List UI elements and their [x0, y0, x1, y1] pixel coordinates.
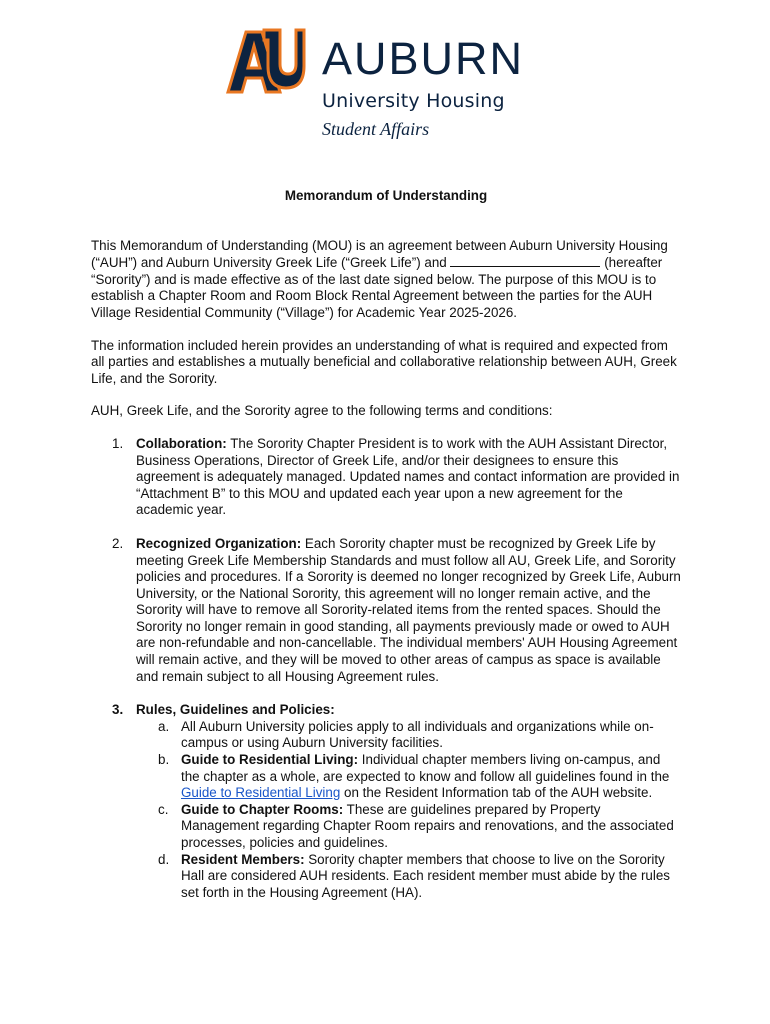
sub-heading: Guide to Chapter Rooms:: [181, 801, 344, 817]
term-number: 1.: [112, 435, 124, 451]
document-title: Memorandum of Understanding: [284, 188, 488, 203]
term-text: The Sorority Chapter President is to work with the AUH Assistant Director, Business Operations, Director of Greek Life, and/or their designees to ensure this agreement is adequately managed. Updated names and contact information are provided in “Attachment B” to this MOU and updated each year upon a new agreement for the academic year.: [136, 435, 680, 518]
au-monogram-icon: [224, 26, 306, 94]
intro-paragraph-1: [91, 238, 681, 322]
sub-list: [136, 719, 681, 902]
logo-tagline: Student Affairs: [322, 119, 430, 139]
sub-item: [136, 852, 681, 902]
sub-letter: d.: [158, 851, 170, 867]
sub-text-a: Individual chapter members living on-campus, and the chapter as a whole, are expected to know and follow all guidelines found in the: [181, 752, 670, 784]
sub-item: [136, 719, 681, 752]
sub-letter: b.: [158, 752, 170, 768]
sub-heading: Guide to Residential Living:: [181, 752, 359, 768]
sub-heading: Resident Members:: [181, 851, 305, 867]
term-number: 2.: [112, 535, 124, 551]
sub-item: [136, 752, 681, 802]
term-number: 3.: [112, 702, 124, 718]
sub-item: [136, 802, 681, 852]
intro-text-a: This Memorandum of Understanding (MOU) is an agreement between Auburn University Housing (“AUH”) and Auburn University Greek Life (“Greek Life”) and: [91, 237, 668, 271]
terms-list: [91, 436, 681, 901]
intro-paragraph-2: The information included herein provides an understanding of what is required and expected from all parties and establishes a mutually beneficial and collaborative relationship between AUH, Greek Life, and the Sorority.: [91, 337, 677, 386]
logo-wordmark: AUBURN: [322, 33, 525, 84]
term-item: [91, 702, 681, 901]
term-heading: Rules, Guidelines and Policies:: [136, 702, 335, 718]
term-item: [91, 536, 681, 685]
sub-letter: c.: [158, 801, 169, 817]
guide-residential-living-link[interactable]: Guide to Residential Living: [181, 785, 341, 801]
sub-text: All Auburn University policies apply to all individuals and organizations while on-campus or using Auburn University facilities.: [181, 718, 654, 751]
sorority-name-blank: [450, 254, 600, 267]
term-heading: Recognized Organization:: [136, 535, 302, 551]
sub-letter: a.: [158, 718, 170, 734]
sub-text-b: on the Resident Information tab of the AUH website.: [340, 785, 653, 801]
logo-subtitle: University Housing: [322, 90, 505, 112]
auburn-housing-logo: [224, 26, 554, 141]
intro-text-b: (hereafter “Sorority”) and is made effective as of the last date signed below. The purpose of this MOU is to establish a Chapter Room and Room Block Rental Agreement between the parties for the AUH Village Residential Community (“Village”) for Academic Year 2025-2026.: [91, 255, 663, 320]
term-heading: Collaboration:: [136, 435, 227, 451]
sub-text: These are guidelines prepared by Property Management regarding Chapter Room repairs and renovations, and the associated processes, policies and guidelines.: [181, 801, 674, 850]
document-body: [91, 188, 681, 918]
term-text: Each Sorority chapter must be recognized by Greek Life by meeting Greek Life Membership Standards and must follow all AU, Greek Life, and Sorority policies and procedures. If a Sorority is deemed no longer recognized by Greek Life, Auburn University, or the National Sorority, this agreement will no longer remain active, and the Sorority will have to remove all Sorority-related items from the rented spaces. Should the Sorority no longer remain in good standing, all payments previously made or owed to AUH are non-refundable and non-cancellable. The individual members' AUH Housing Agreement will remain active, and they will be moved to other areas of campus as space is available and remain subject to all Housing Agreement rules.: [136, 535, 681, 684]
term-item: [91, 436, 681, 519]
sub-text: Sorority chapter members that choose to live on the Sorority Hall are considered AUH residents. Each resident member must abide by the rules set forth in the Housing Agreement (HA).: [181, 851, 670, 900]
intro-paragraph-3: AUH, Greek Life, and the Sorority agree to the following terms and conditions:: [91, 403, 553, 419]
